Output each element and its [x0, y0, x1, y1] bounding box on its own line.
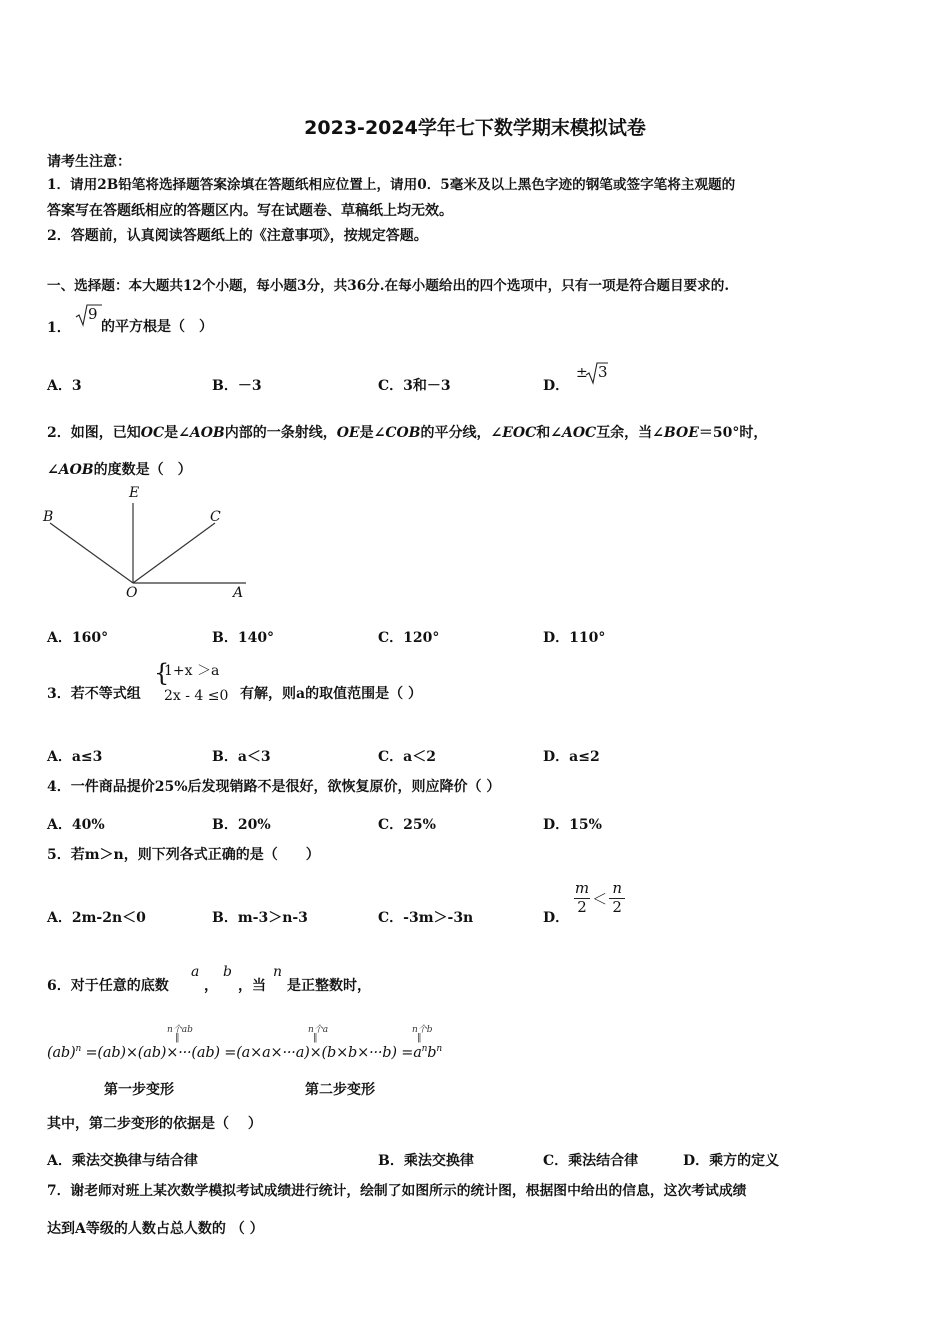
- q4-option-d: D．15%: [543, 817, 602, 833]
- q6-var-b: b: [223, 964, 232, 980]
- label-e: E: [129, 485, 140, 501]
- label-a: A: [233, 585, 244, 601]
- q6-option-b: B．乘法交换律: [378, 1153, 474, 1169]
- q2-cob: COB: [385, 425, 421, 441]
- question-5: 5．若m＞n，则下列各式正确的是（ ）: [47, 847, 320, 863]
- q2-aob: AOB: [189, 425, 225, 441]
- q1-number: 1．: [47, 320, 71, 336]
- q2-option-b: B．140°: [212, 630, 275, 646]
- formula-sup-n: n: [75, 1044, 82, 1054]
- q5-option-d: [543, 907, 569, 927]
- step-1-label: 第一步变形: [104, 1082, 174, 1098]
- formula-b: b: [427, 1044, 437, 1061]
- notice-line-1a: 1．请用2B铅笔将选择题答案涂填在答题纸相应位置上，请用0．5毫米及以上黑色字迹的钢笔或签字笔将主观题的: [47, 177, 736, 193]
- numerator-m: m: [574, 879, 590, 897]
- q2-option-d: D．110°: [543, 630, 606, 646]
- step-2-label: 第二步变形: [305, 1082, 375, 1098]
- formula-middle: =(ab)×(ab)×···(ab) =(a×a×···a)×(b×b×···b) =a: [81, 1044, 422, 1061]
- label-o: O: [126, 585, 138, 601]
- q2-text-9: 的度数是（ ）: [93, 462, 192, 478]
- question-1: [47, 305, 213, 336]
- q1-option-c: C．3和－3: [378, 378, 451, 394]
- q1-option-d-radicand: 3: [598, 363, 608, 381]
- q2-text-3: 内部的一条射线，: [224, 425, 337, 441]
- q3-option-d: D．a≤2: [543, 749, 600, 765]
- notice-heading: 请考生注意：: [47, 154, 131, 170]
- q1-option-d: [543, 363, 608, 395]
- q2-text-8: ＝50°时，: [698, 425, 768, 441]
- q2-text-7: 互余，当∠: [596, 425, 664, 441]
- formula-left: (ab): [47, 1044, 76, 1061]
- annotation-tick-1: ‖: [175, 1033, 180, 1043]
- question-2-line-2: [47, 459, 192, 479]
- q5-option-d-label: D．: [543, 910, 570, 926]
- notice-line-2: 2．答题前，认真阅读答题纸上的《注意事项》，按规定答题。: [47, 228, 428, 244]
- q6-sep-2: ，当: [238, 978, 266, 994]
- ray-oc: [133, 523, 215, 583]
- q2-option-c: C．120°: [378, 630, 440, 646]
- q3-prefix: 3．若不等式组: [47, 686, 141, 702]
- annotation-n-ab: n个ab: [167, 1025, 193, 1035]
- annotation-tick-2: ‖: [313, 1033, 318, 1043]
- annotation-n-b: n个b: [412, 1025, 433, 1035]
- q6-question: 其中，第二步变形的依据是（ ）: [47, 1116, 262, 1132]
- q6-prefix: 6．对于任意的底数: [47, 978, 169, 994]
- q2-aob-2: AOB: [58, 462, 94, 478]
- q4-option-c: C．25%: [378, 817, 436, 833]
- q3-suffix: 有解，则a的取值范围是（ ）: [240, 686, 422, 702]
- denominator-2: 2: [577, 897, 587, 916]
- q6-option-c: C．乘法结合律: [543, 1153, 639, 1169]
- q4-option-b: B．20%: [212, 817, 271, 833]
- q2-oc: OC: [140, 425, 165, 441]
- formula-sup-n3: n: [436, 1044, 442, 1054]
- q1-option-d-pm: ±: [576, 365, 588, 381]
- q3-inequality-1: 1+x ＞a: [164, 663, 220, 679]
- q5-fraction-expression: [574, 881, 625, 916]
- q1-option-d-label: D．: [543, 378, 570, 394]
- label-c: C: [210, 509, 221, 525]
- q2-text-5: 的平分线，∠: [420, 425, 503, 441]
- section-heading: 一、选择题：本大题共12个小题，每小题3分，共36分.在每小题给出的四个选项中，只有一项是符合题目要求的.: [47, 278, 730, 294]
- question-2: [47, 422, 767, 442]
- q2-text-6: 和∠: [536, 425, 562, 441]
- q2-option-a: A．160°: [47, 630, 109, 646]
- q5-option-b: B．m-3＞n-3: [212, 910, 308, 926]
- q5-option-c: C．-3m＞-3n: [378, 910, 474, 926]
- page-title: 2023-2024学年七下数学期末模拟试卷: [304, 117, 646, 139]
- q2-text-1: 2．如图，已知: [47, 425, 141, 441]
- q2-boe: BOE: [663, 425, 699, 441]
- q1-option-a: A．3: [47, 378, 82, 394]
- angle-figure: [40, 485, 260, 605]
- notice-line-1b: 答案写在答题纸相应的答题区内。写在试题卷、草稿纸上均无效。: [47, 203, 453, 219]
- q1-text: 的平方根是（ ）: [101, 319, 213, 335]
- denominator-2b: 2: [612, 897, 622, 916]
- q3-option-b: B．a＜3: [212, 749, 271, 765]
- q4-option-a: A．40%: [47, 817, 105, 833]
- q2-oe: OE: [336, 425, 360, 441]
- annotation-tick-3: ‖: [417, 1033, 422, 1043]
- less-than-sign: ＜: [592, 889, 608, 908]
- q1-option-b: B．－3: [212, 378, 262, 394]
- numerator-n: n: [612, 879, 623, 897]
- q2-aoc: AOC: [561, 425, 597, 441]
- formula-sup-n2: n: [421, 1044, 428, 1054]
- q2-text-4: 是∠: [359, 425, 386, 441]
- q2-angle-sign: ∠: [47, 462, 59, 478]
- q2-text-2: 是∠: [164, 425, 190, 441]
- question-7-line-2: 达到A等级的人数占总人数的 （ ）: [47, 1221, 264, 1237]
- q6-option-d: D．乘方的定义: [683, 1153, 780, 1169]
- q3-brace: {: [154, 659, 170, 687]
- question-4: 4．一件商品提价25%后发现销路不是很好，欲恢复原价，则应降价（ ）: [47, 779, 501, 795]
- q6-sep-1: ，: [204, 978, 218, 994]
- q3-option-c: C．a＜2: [378, 749, 436, 765]
- angle-figure-svg: [40, 485, 260, 605]
- q6-suffix: 是正整数时，: [287, 978, 371, 994]
- q3-inequality-2: 2x - 4 ≤0: [164, 688, 229, 704]
- q6-option-a: A．乘法交换律与结合律: [47, 1153, 198, 1169]
- q3-option-a: A．a≤3: [47, 749, 103, 765]
- q1-radicand: 9: [88, 305, 98, 323]
- question-7-line-1: 7．谢老师对班上某次数学模拟考试成绩进行统计，绘制了如图所示的统计图，根据图中给出的信息，这次考试成绩: [47, 1183, 747, 1199]
- q2-eoc: EOC: [502, 425, 537, 441]
- q6-var-a: a: [191, 964, 200, 980]
- q5-option-a: A．2m-2n＜0: [47, 910, 146, 926]
- fraction-m-over-2: [574, 881, 590, 916]
- q6-var-n: n: [273, 964, 283, 980]
- q6-formula: [47, 1044, 442, 1061]
- label-b: B: [43, 509, 54, 525]
- fraction-n-over-2: [609, 881, 625, 916]
- annotation-n-a: n个a: [308, 1025, 329, 1035]
- ray-ob: [50, 523, 133, 583]
